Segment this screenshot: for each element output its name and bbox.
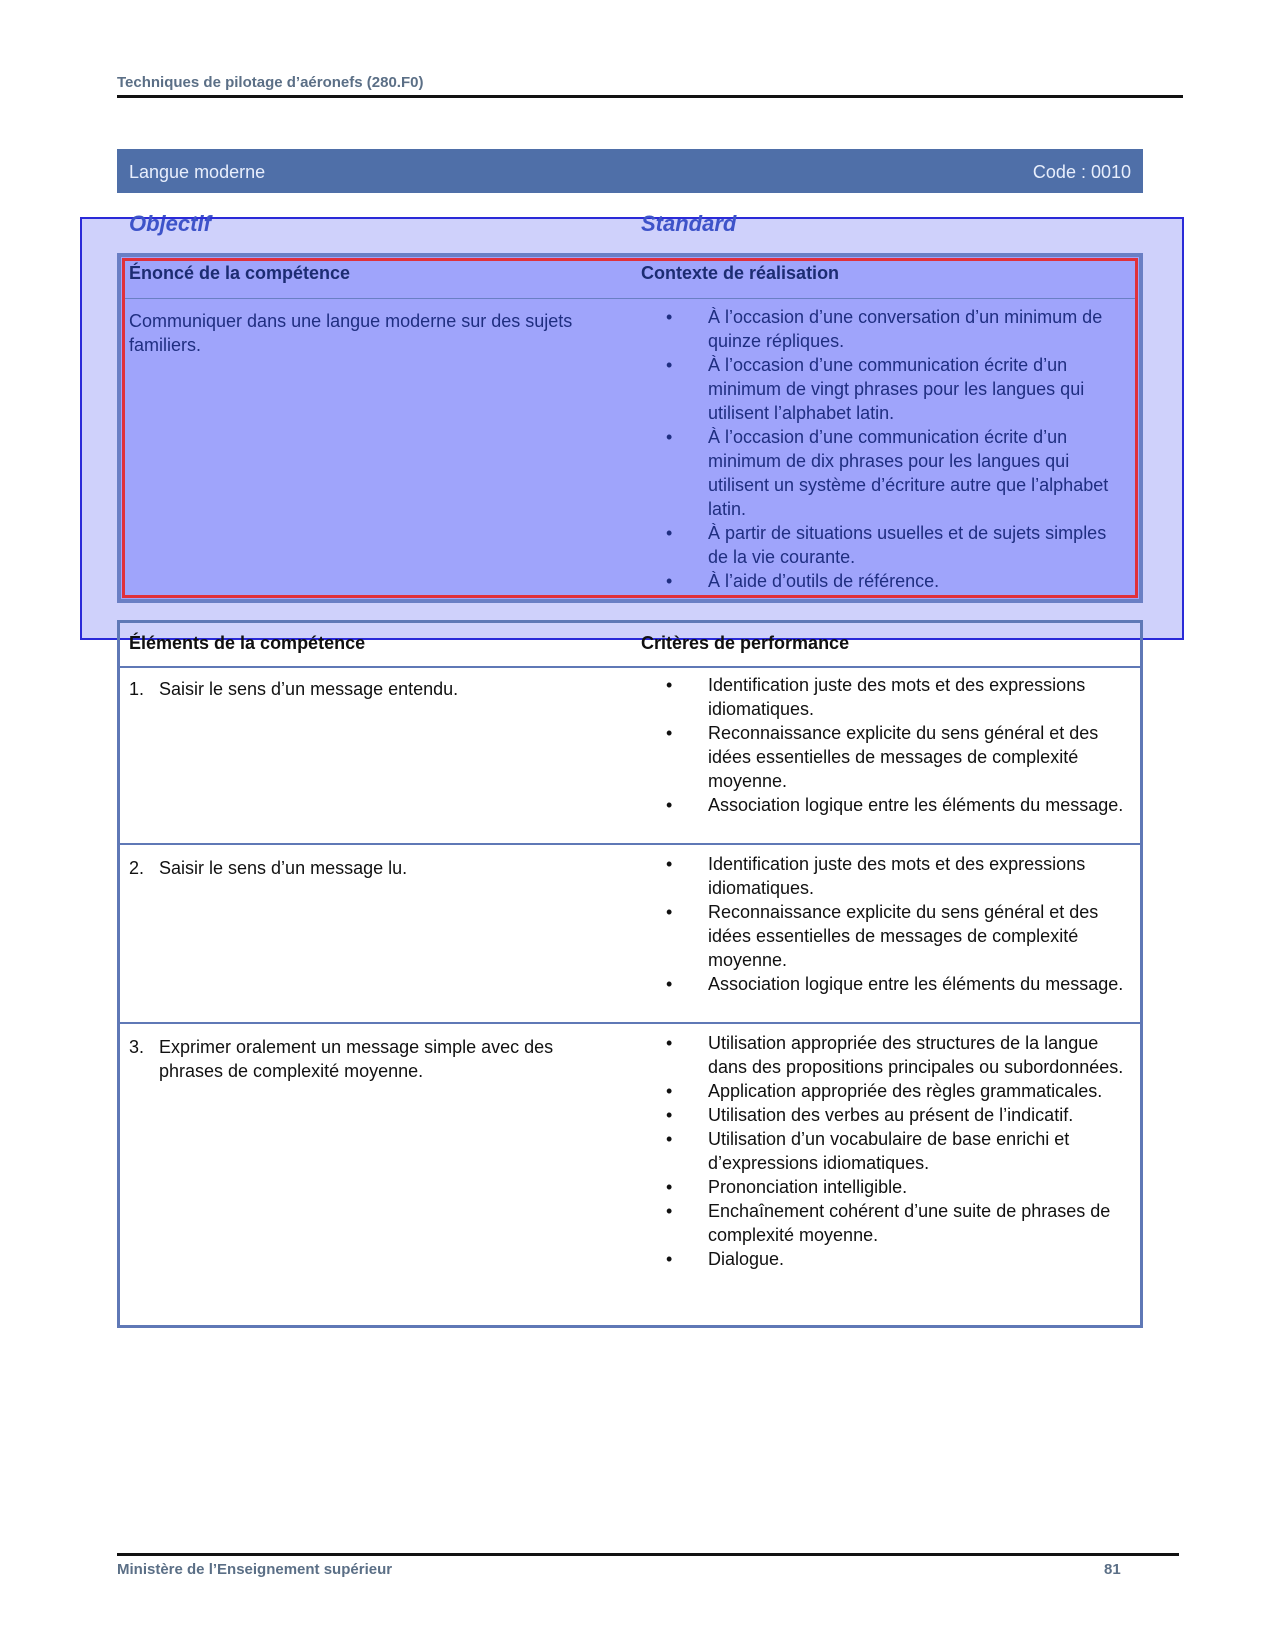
footer-ministry: Ministère de l’Enseignement supérieur <box>117 1561 393 1578</box>
criteres-list-2 <box>666 852 1136 996</box>
element-line <box>129 1035 619 1059</box>
bullet: • <box>666 795 673 815</box>
critere-text: Association logique entre les éléments du message. <box>708 795 1124 815</box>
list-item <box>666 425 1126 521</box>
running-header-title: Techniques de pilotage d’aéronefs (280.F0) <box>117 74 424 91</box>
list-item <box>666 521 1126 569</box>
critere-text: Identification juste des mots et des expressions idiomatiques. <box>708 854 1086 898</box>
contexte-item-text: À partir de situations usuelles et de sujets simples de la vie courante. <box>708 523 1107 567</box>
list-item <box>666 1199 1136 1247</box>
critere-text: Application appropriée des règles grammaticales. <box>708 1081 1103 1101</box>
critere-text: Identification juste des mots et des expressions idiomatiques. <box>708 675 1086 719</box>
footer-rule <box>117 1553 1179 1556</box>
elements-heading: Éléments de la compétence <box>129 633 366 653</box>
bullet: • <box>666 1129 673 1149</box>
course-name: Langue moderne <box>129 162 266 182</box>
list-item <box>666 1127 1136 1175</box>
course-code: Code : 0010 <box>1032 162 1131 182</box>
bullet: • <box>666 571 673 591</box>
contexte-item-text: À l’occasion d’une communication écrite d’un minimum de vingt phrases pour les langues qui utilisent l’alphabet latin. <box>708 355 1085 423</box>
critere-text: Enchaînement cohérent d’une suite de phrases de complexité moyenne. <box>708 1201 1111 1245</box>
objectif-heading: Objectif <box>129 211 211 236</box>
list-item <box>666 852 1136 900</box>
element-text: Saisir le sens d’un message entendu. <box>159 679 459 699</box>
critere-text: Dialogue. <box>708 1249 785 1269</box>
enonce-heading: Énoncé de la compétence <box>129 263 351 283</box>
list-item <box>666 305 1126 353</box>
contexte-item-text: À l’aide d’outils de référence. <box>708 571 940 591</box>
element-number: 3. <box>129 1037 145 1057</box>
critere-text: Reconnaissance explicite du sens général et des idées essentielles de messages de complexité moyenne. <box>708 902 1099 970</box>
criteres-list-1 <box>666 673 1136 817</box>
contexte-item-text: À l’occasion d’une communication écrite d’un minimum de dix phrases pour les langues qui utilisent un système d’écriture autre que l’alphabet latin. <box>708 427 1109 519</box>
element-row-1-text <box>129 677 619 701</box>
critere-text: Utilisation des verbes au présent de l’indicatif. <box>708 1105 1074 1125</box>
critere-text: Utilisation appropriée des structures de la langue dans des propositions principales ou subordonnées. <box>708 1033 1124 1077</box>
bullet: • <box>666 1177 673 1197</box>
standard-heading: Standard <box>641 211 737 236</box>
list-item <box>666 1175 1136 1199</box>
bullet: • <box>666 307 673 327</box>
critere-text: Reconnaissance explicite du sens général et des idées essentielles de messages de complexité moyenne. <box>708 723 1099 791</box>
bullet: • <box>666 854 673 874</box>
competence-divider <box>125 298 1135 299</box>
bullet: • <box>666 974 673 994</box>
table-header-rule <box>120 666 1140 668</box>
element-number: 2. <box>129 858 145 878</box>
list-item <box>666 353 1126 425</box>
bullet: • <box>666 675 673 695</box>
header-rule <box>117 95 1183 98</box>
list-item <box>666 900 1136 972</box>
bullet: • <box>666 355 673 375</box>
bullet: • <box>666 1081 673 1101</box>
table-row-rule <box>120 843 1140 845</box>
bullet: • <box>666 723 673 743</box>
bullet: • <box>666 1201 673 1221</box>
contexte-heading: Contexte de réalisation <box>641 263 840 283</box>
element-text: Saisir le sens d’un message lu. <box>159 858 408 878</box>
bullet: • <box>666 1105 673 1125</box>
list-item <box>666 673 1136 721</box>
course-title-bar <box>117 149 1143 193</box>
element-number: 1. <box>129 679 145 699</box>
list-item <box>666 569 1126 593</box>
element-text-continued: phrases de complexité moyenne. <box>159 1061 424 1081</box>
enonce-text: Communiquer dans une langue moderne sur des sujets familiers. <box>129 311 573 355</box>
element-row-2-text <box>129 856 619 880</box>
list-item <box>666 1247 1136 1271</box>
criteres-heading: Critères de performance <box>641 633 850 653</box>
bullet: • <box>666 523 673 543</box>
contexte-item-text: À l’occasion d’une conversation d’un minimum de quinze répliques. <box>708 307 1103 351</box>
bullet: • <box>666 427 673 447</box>
list-item <box>666 721 1136 793</box>
critere-text: Prononciation intelligible. <box>708 1177 908 1197</box>
list-item <box>666 1031 1136 1079</box>
bullet: • <box>666 1033 673 1053</box>
element-row-3-text <box>129 1035 619 1083</box>
bullet: • <box>666 1249 673 1269</box>
bullet: • <box>666 902 673 922</box>
critere-text: Utilisation d’un vocabulaire de base enrichi et d’expressions idiomatiques. <box>708 1129 1070 1173</box>
page-number: 81 <box>1104 1561 1121 1578</box>
critere-text: Association logique entre les éléments du message. <box>708 974 1124 994</box>
contexte-list <box>666 305 1126 593</box>
list-item <box>666 793 1136 817</box>
list-item <box>666 1079 1136 1103</box>
element-text: Exprimer oralement un message simple avec des <box>159 1037 554 1057</box>
table-row-rule <box>120 1022 1140 1024</box>
list-item <box>666 972 1136 996</box>
list-item <box>666 1103 1136 1127</box>
criteres-list-3 <box>666 1031 1136 1271</box>
